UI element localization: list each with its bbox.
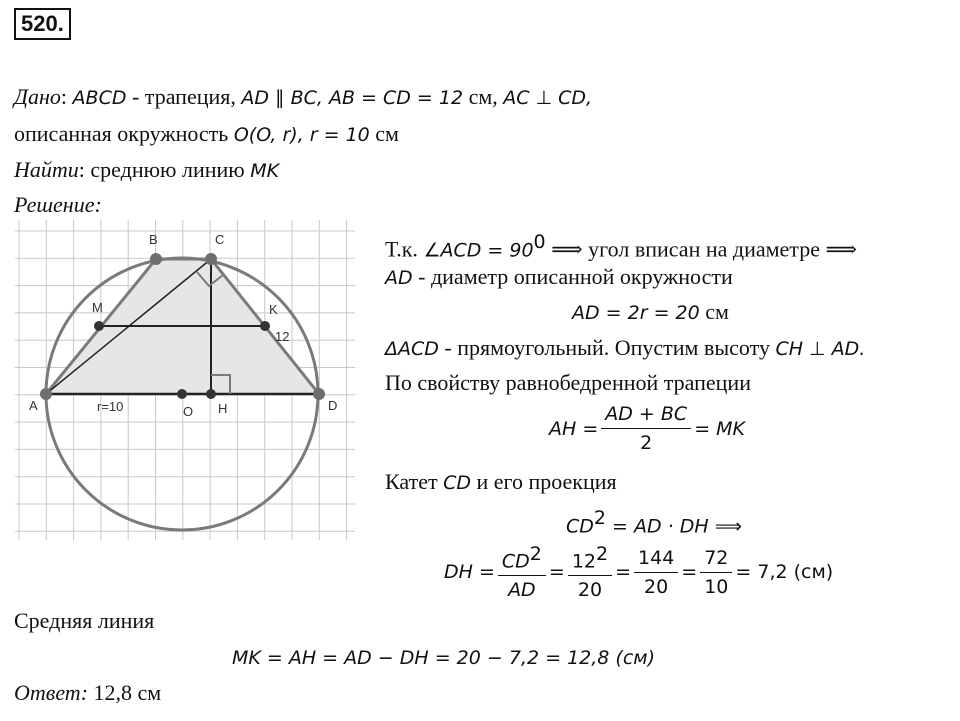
point-c bbox=[205, 253, 217, 265]
problem-number: 520. bbox=[14, 8, 71, 40]
label-b: B bbox=[149, 232, 158, 247]
point-h bbox=[206, 389, 216, 399]
fraction-ad-bc: $\frac{AD + BC}{2}$ bbox=[601, 402, 691, 455]
label-d: D bbox=[328, 398, 338, 413]
answer-line bbox=[14, 680, 161, 706]
given-line-1: Дано: ABCD - трапеция, AD ∥ BC, AB = CD = 12 см, AC ⊥ CD, bbox=[14, 84, 593, 109]
solution-line-8: $CD^2$ = AD · DH ⟹ bbox=[566, 507, 742, 538]
given-label: Дано bbox=[14, 84, 61, 109]
point-a bbox=[40, 388, 52, 400]
point-k bbox=[260, 321, 270, 331]
solution-line-1: Т.к. ∠ACD = $90^0$ ⟹ угол вписан на диаметре ⟹ bbox=[385, 231, 857, 262]
solution-label: Решение bbox=[14, 192, 95, 217]
given-math-3: AC ⊥ CD, bbox=[503, 87, 593, 109]
point-d bbox=[313, 388, 325, 400]
midline-label: Средняя линия bbox=[14, 608, 155, 633]
label-a: A bbox=[29, 398, 38, 413]
solution-line-7: Катет CD и его проекция bbox=[385, 469, 617, 494]
label-c: C bbox=[215, 232, 225, 247]
given-text-1: - трапеция, bbox=[131, 84, 242, 109]
label-side: 12 bbox=[275, 329, 290, 344]
label-m: M bbox=[92, 300, 103, 315]
find-math: MK bbox=[250, 160, 280, 182]
given-math-4: O(O, r), r = 10 bbox=[233, 124, 370, 146]
label-h: H bbox=[218, 401, 228, 416]
answer-label: Ответ: bbox=[14, 680, 89, 705]
label-k: K bbox=[269, 302, 278, 317]
point-m bbox=[94, 321, 104, 331]
final-formula: MK = AH = AD − DH = 20 − 7,2 = 12,8 (см) bbox=[232, 647, 656, 669]
point-o bbox=[177, 389, 187, 399]
answer-value: 12,8 см bbox=[88, 680, 162, 705]
given-text-3: описанная окружность bbox=[14, 121, 234, 146]
find-line bbox=[14, 157, 279, 184]
find-label: Найти bbox=[14, 157, 79, 182]
label-r: r=10 bbox=[97, 399, 124, 414]
solution-line-4: ΔACD - прямоугольный. Опустим высоту CH ⊥ AD. bbox=[385, 335, 866, 360]
solution-line-5: По свойству равнобедренной трапеции bbox=[385, 370, 751, 395]
label-o: O bbox=[183, 404, 194, 419]
formula-dh: DH = $\frac{CD^2}{AD}$ = $\frac{12^2}{20}$ = $\frac{144}{20}$ = $\frac{72}{10}$ = 7,2 (см) bbox=[444, 543, 834, 602]
given-text-2: см, bbox=[468, 84, 504, 109]
point-b bbox=[150, 253, 162, 265]
given-math-2: AD ∥ BC, AB = CD = 12 bbox=[241, 87, 464, 109]
trapezoid-figure bbox=[15, 220, 355, 540]
given-line-2 bbox=[14, 121, 399, 148]
given-math-1: ABCD bbox=[72, 87, 127, 109]
solution-line-3: AD = 2r = 20 см bbox=[572, 299, 729, 324]
formula-ah: AH = $\frac{AD + BC}{2}$ = MK bbox=[549, 403, 745, 454]
find-text: : среднюю линию bbox=[78, 157, 251, 182]
given-unit: см bbox=[375, 121, 399, 146]
solution-line-2: AD - диаметр описанной окружности bbox=[385, 264, 733, 289]
